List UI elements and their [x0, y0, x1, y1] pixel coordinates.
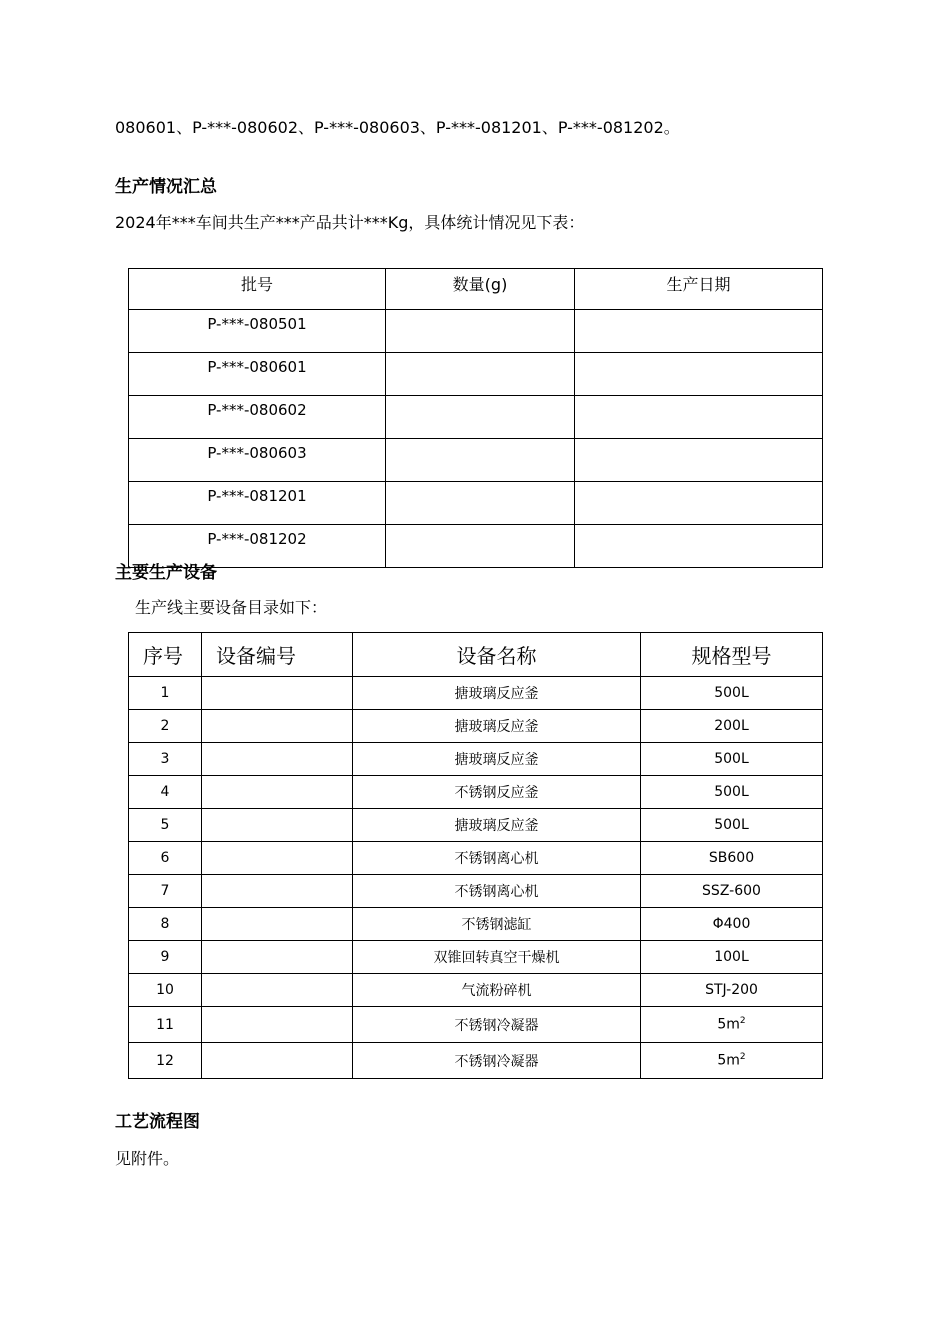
production-cell-quantity — [386, 353, 575, 396]
equipment-cell-name: 双锥回转真空干燥机 — [353, 941, 641, 974]
equipment-cell-name: 不锈钢滤缸 — [353, 908, 641, 941]
production-table-row — [129, 439, 823, 482]
equipment-cell-code — [202, 1007, 353, 1043]
equipment-table-row — [129, 908, 823, 941]
equipment-cell-seq: 5 — [129, 809, 202, 842]
header-seq: 序号 — [129, 633, 202, 677]
header-spec-model: 规格型号 — [641, 633, 823, 677]
equipment-cell-code — [202, 809, 353, 842]
equipment-cell-seq: 12 — [129, 1043, 202, 1079]
equipment-cell-spec: 500L — [641, 677, 823, 710]
intro-line: 080601、P-***-080602、P-***-080603、P-***-081201、P-***-081202。 — [115, 118, 680, 137]
equipment-cell-code — [202, 677, 353, 710]
header-batch: 批号 — [129, 269, 386, 310]
equipment-cell-spec: 200L — [641, 710, 823, 743]
header-equipment-name: 设备名称 — [353, 633, 641, 677]
production-cell-quantity — [386, 525, 575, 568]
production-cell-batch: P-***-081201 — [129, 482, 386, 525]
equipment-table-row — [129, 710, 823, 743]
header-equipment-code: 设备编号 — [202, 633, 353, 677]
equipment-cell-spec: Φ400 — [641, 908, 823, 941]
equipment-cell-code — [202, 908, 353, 941]
production-table-row — [129, 525, 823, 568]
equipment-cell-name: 不锈钢冷凝器 — [353, 1043, 641, 1079]
equipment-cell-name: 不锈钢冷凝器 — [353, 1007, 641, 1043]
production-cell-date — [575, 353, 823, 396]
equipment-cell-seq: 1 — [129, 677, 202, 710]
equipment-cell-spec: 500L — [641, 809, 823, 842]
header-production-date: 生产日期 — [575, 269, 823, 310]
production-cell-batch: P-***-080603 — [129, 439, 386, 482]
production-cell-quantity — [386, 439, 575, 482]
equipment-cell-spec: 100L — [641, 941, 823, 974]
equipment-cell-name: 气流粉碎机 — [353, 974, 641, 1007]
process-flow-heading: 工艺流程图 — [115, 1112, 200, 1132]
equipment-spec-superscript: 2 — [739, 1052, 746, 1063]
equipment-table-row — [129, 776, 823, 809]
equipment-cell-code — [202, 743, 353, 776]
production-cell-batch: P-***-081202 — [129, 525, 386, 568]
equipment-cell-code — [202, 875, 353, 908]
production-table-row — [129, 353, 823, 396]
equipment-cell-seq: 6 — [129, 842, 202, 875]
header-quantity: 数量(g) — [386, 269, 575, 310]
equipment-cell-spec: 500L — [641, 743, 823, 776]
equipment-cell-code — [202, 776, 353, 809]
equipment-cell-spec: STJ-200 — [641, 974, 823, 1007]
equipment-table-row — [129, 875, 823, 908]
equipment-table-row — [129, 941, 823, 974]
equipment-table-row — [129, 1043, 823, 1079]
equipment-table-header-row — [129, 633, 823, 677]
production-cell-date — [575, 482, 823, 525]
production-cell-date — [575, 310, 823, 353]
equipment-cell-spec: SB600 — [641, 842, 823, 875]
equipment-cell-code — [202, 974, 353, 1007]
equipment-cell-code — [202, 1043, 353, 1079]
equipment-cell-spec — [641, 1043, 823, 1079]
equipment-cell-code — [202, 941, 353, 974]
equipment-cell-name: 不锈钢离心机 — [353, 842, 641, 875]
production-cell-date — [575, 396, 823, 439]
equipment-table-row — [129, 677, 823, 710]
equipment-cell-name: 不锈钢离心机 — [353, 875, 641, 908]
production-cell-date — [575, 525, 823, 568]
production-cell-date — [575, 439, 823, 482]
equipment-cell-seq: 10 — [129, 974, 202, 1007]
equipment-cell-name: 搪玻璃反应釜 — [353, 710, 641, 743]
equipment-table-row — [129, 809, 823, 842]
equipment-cell-seq: 2 — [129, 710, 202, 743]
equipment-cell-seq: 7 — [129, 875, 202, 908]
equipment-spec-value: 5m — [717, 1016, 740, 1033]
equipment-cell-spec — [641, 1007, 823, 1043]
production-summary-paragraph: 2024年***车间共生产***产品共计***Kg，具体统计情况见下表： — [115, 213, 585, 232]
production-table — [128, 268, 823, 568]
production-table-row — [129, 482, 823, 525]
equipment-table — [128, 632, 823, 1079]
production-cell-batch: P-***-080501 — [129, 310, 386, 353]
equipment-cell-seq: 4 — [129, 776, 202, 809]
equipment-table-row — [129, 842, 823, 875]
production-cell-quantity — [386, 396, 575, 439]
production-cell-quantity — [386, 310, 575, 353]
equipment-cell-code — [202, 842, 353, 875]
equipment-table-row — [129, 1007, 823, 1043]
equipment-cell-name: 不锈钢反应釜 — [353, 776, 641, 809]
equipment-cell-seq: 11 — [129, 1007, 202, 1043]
production-cell-quantity — [386, 482, 575, 525]
equipment-heading: 主要生产设备 — [115, 563, 217, 583]
equipment-cell-spec: SSZ-600 — [641, 875, 823, 908]
process-flow-paragraph: 见附件。 — [115, 1149, 180, 1168]
equipment-cell-name: 搪玻璃反应釜 — [353, 743, 641, 776]
equipment-spec-value: 5m — [717, 1052, 740, 1069]
equipment-spec-superscript: 2 — [739, 1016, 746, 1027]
equipment-cell-name: 搪玻璃反应釜 — [353, 809, 641, 842]
production-summary-heading: 生产情况汇总 — [115, 177, 217, 197]
production-cell-batch: P-***-080601 — [129, 353, 386, 396]
equipment-cell-spec: 500L — [641, 776, 823, 809]
equipment-paragraph: 生产线主要设备目录如下： — [135, 598, 328, 617]
equipment-cell-seq: 3 — [129, 743, 202, 776]
equipment-cell-code — [202, 710, 353, 743]
equipment-cell-seq: 8 — [129, 908, 202, 941]
equipment-cell-seq: 9 — [129, 941, 202, 974]
equipment-cell-name: 搪玻璃反应釜 — [353, 677, 641, 710]
production-cell-batch: P-***-080602 — [129, 396, 386, 439]
production-table-header-row — [129, 269, 823, 310]
equipment-table-row — [129, 743, 823, 776]
equipment-table-row — [129, 974, 823, 1007]
production-table-row — [129, 310, 823, 353]
production-table-row — [129, 396, 823, 439]
